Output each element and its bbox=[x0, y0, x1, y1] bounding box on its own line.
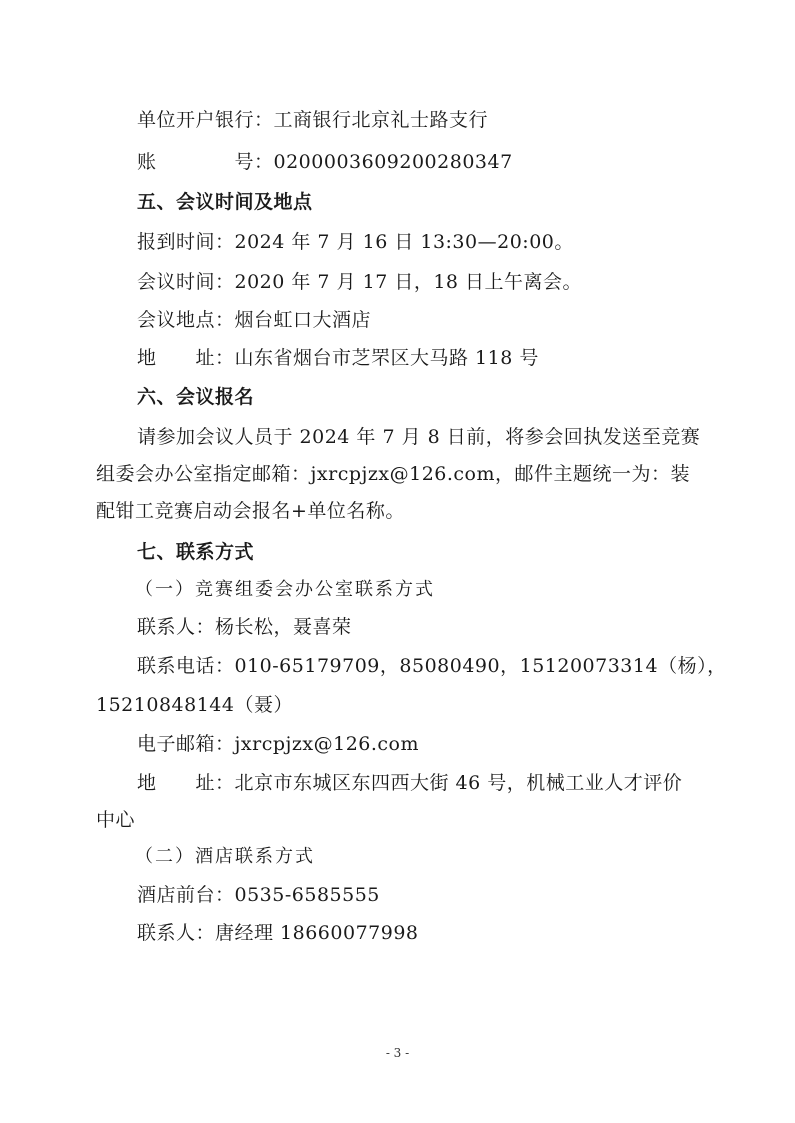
section-7-heading: 七、联系方式 bbox=[137, 541, 255, 563]
section-6-heading: 六、会议报名 bbox=[137, 386, 255, 408]
registration-line-3: 配钳工竞赛启动会报名+单位名称。 bbox=[96, 500, 405, 522]
address-line-1: 地 址：北京市东城区东四西大街 46 号，机械工业人才评价 bbox=[137, 772, 683, 794]
meeting-time-line: 会议时间：2020 年 7 月 17 日，18 日上午离会。 bbox=[137, 271, 583, 293]
page-number: - 3 - bbox=[385, 1046, 410, 1060]
registration-line-1: 请参加会议人员于 2024 年 7 月 8 日前，将参会回执发送至竞赛 bbox=[137, 426, 701, 448]
venue-address-line: 地 址：山东省烟台市芝罘区大马路 118 号 bbox=[137, 347, 539, 369]
subsection-1-heading: （一）竞赛组委会办公室联系方式 bbox=[135, 579, 435, 600]
contacts-line: 联系人：杨长松，聂喜荣 bbox=[137, 616, 352, 638]
bank-line: 单位开户银行：工商银行北京礼士路支行 bbox=[137, 109, 489, 131]
section-5-heading: 五、会议时间及地点 bbox=[137, 191, 313, 213]
venue-line: 会议地点：烟台虹口大酒店 bbox=[137, 309, 372, 331]
hotel-desk-line: 酒店前台：0535-6585555 bbox=[137, 884, 380, 906]
phone-line-1: 联系电话：010-65179709，85080490，15120073314（杨）， bbox=[137, 655, 727, 677]
address-line-2: 中心 bbox=[96, 809, 136, 831]
hotel-contact-line: 联系人：唐经理 18660077998 bbox=[137, 922, 419, 944]
email-line: 电子邮箱：jxrcpjzx@126.com bbox=[137, 733, 420, 755]
subsection-2-heading: （二）酒店联系方式 bbox=[135, 846, 315, 867]
phone-line-2: 15210848144（聂） bbox=[96, 694, 293, 716]
checkin-time-line: 报到时间：2024 年 7 月 16 日 13:30—20:00。 bbox=[137, 231, 574, 253]
registration-line-2: 组委会办公室指定邮箱：jxrcpjzx@126.com，邮件主题统一为：装 bbox=[96, 463, 691, 485]
account-line: 账 号：0200003609200280347 bbox=[137, 151, 513, 173]
